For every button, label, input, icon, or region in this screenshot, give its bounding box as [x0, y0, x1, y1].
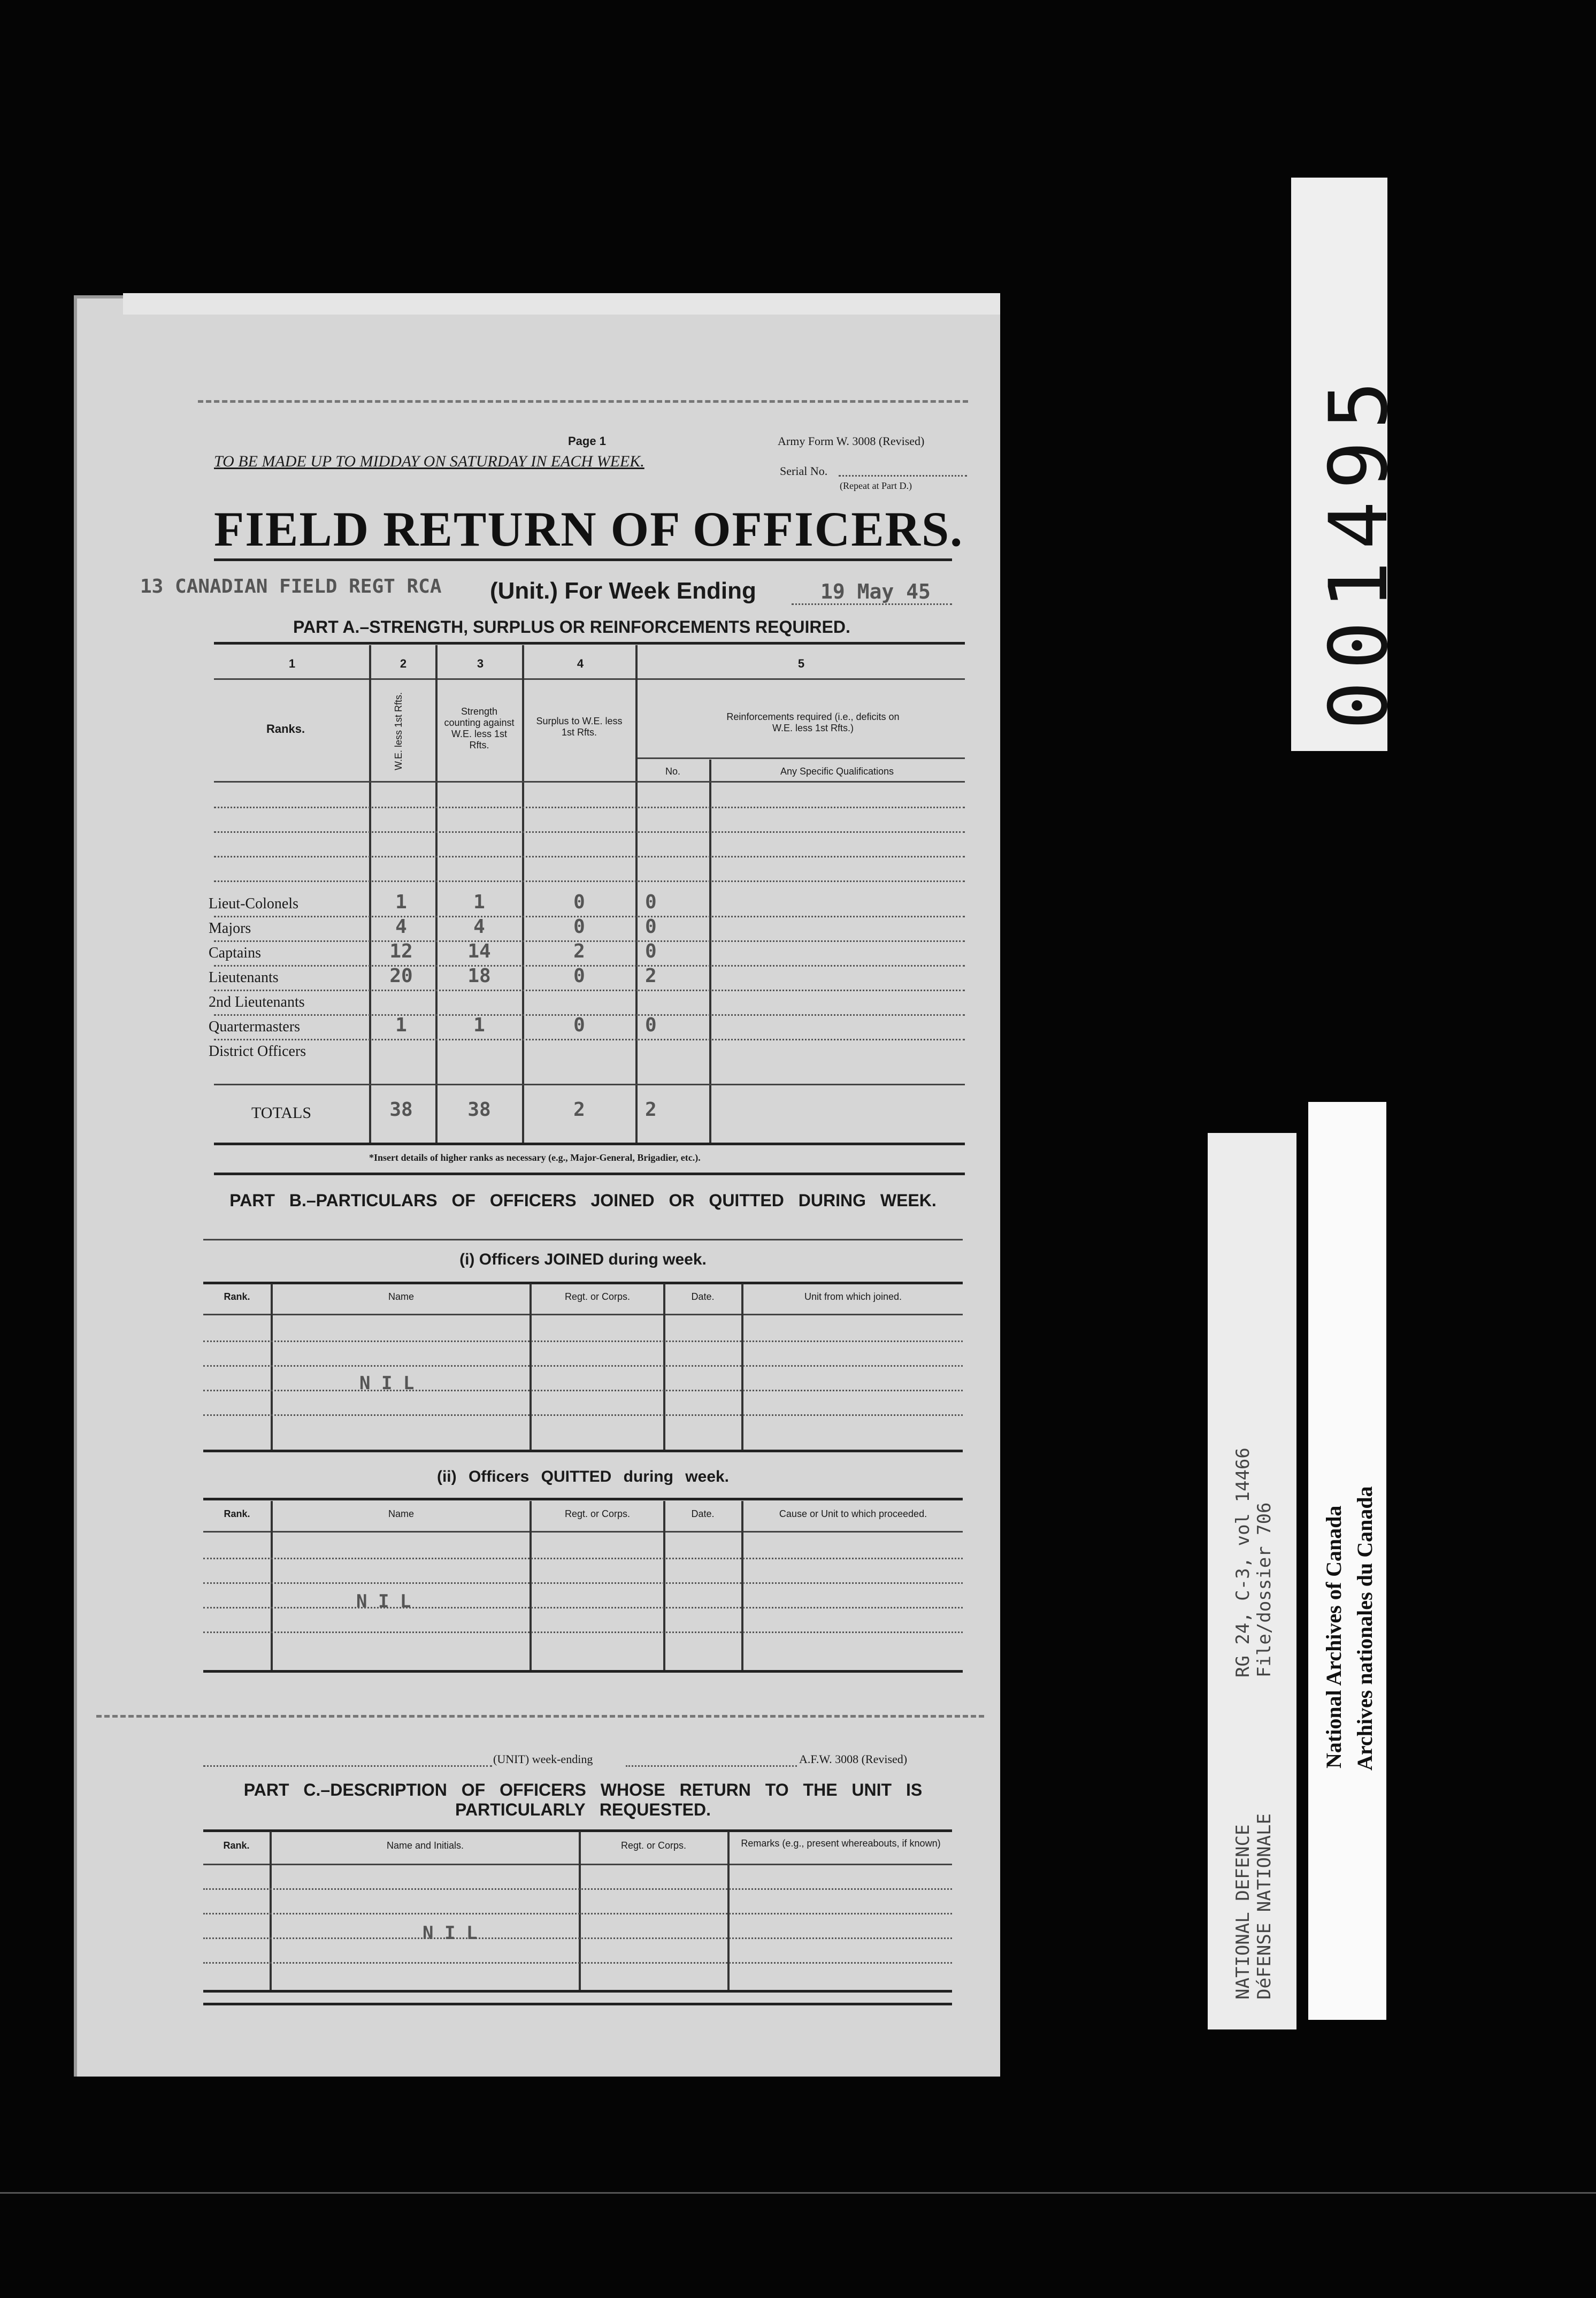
archive-dept-line-1: NATIONAL DEFENCE	[1232, 1824, 1254, 2000]
blank-row-3	[214, 856, 965, 857]
joined-header-rule	[203, 1314, 963, 1315]
totals-bottom-rule	[214, 1143, 965, 1145]
part-a-header-rule	[214, 781, 965, 783]
we-value: 20	[389, 965, 413, 987]
joined-col-name: Name	[388, 1291, 414, 1302]
col-number-5: 5	[797, 657, 805, 670]
we-value: 4	[395, 916, 407, 938]
quitted-col-rank: Rank.	[224, 1508, 250, 1519]
part-c-week-line: (UNIT) week-ending	[493, 1752, 593, 1766]
col4-header: Surplus to W.E. less 1st Rfts.	[536, 716, 623, 738]
reinf-value: 0	[645, 916, 657, 938]
part-a-end-rule	[214, 1173, 965, 1175]
reinf-value: 0	[645, 1014, 657, 1036]
strength-value: 1	[473, 1014, 485, 1036]
rank-label: District Officers	[209, 1043, 306, 1060]
reinf-value: 0	[645, 891, 657, 913]
part-b-rule	[203, 1239, 963, 1240]
archive-name-fr: Archives nationales du Canada	[1353, 1486, 1377, 1771]
rank-label: Lieut-Colonels	[209, 895, 298, 912]
surplus-value: 0	[573, 891, 585, 913]
repeat-note: (Repeat at Part D.)	[840, 480, 912, 491]
part-c-row-1	[203, 1888, 952, 1890]
archive-reference-label	[1208, 1133, 1296, 2029]
week-ending-value: 19 May 45	[820, 580, 931, 603]
joined-top-rule	[203, 1282, 963, 1284]
unit-typed: 13 CANADIAN FIELD REGT RCA	[140, 576, 442, 598]
col3-header: Strength counting against W.E. less 1st Rfts.	[444, 706, 515, 750]
quitted-divider-4	[741, 1501, 743, 1672]
row-line	[214, 990, 965, 991]
surplus-value: 2	[573, 940, 585, 962]
quitted-divider-1	[271, 1501, 273, 1672]
strength-value: 18	[467, 965, 491, 987]
army-form-label: Army Form W. 3008 (Revised)	[778, 434, 925, 448]
part-c-header-rule	[203, 1864, 952, 1865]
perforation-line	[198, 400, 968, 403]
rank-label: Majors	[209, 920, 251, 937]
total-surplus: 2	[573, 1099, 585, 1121]
surplus-value: 0	[573, 965, 585, 987]
part-a-col-divider-4	[635, 645, 638, 1144]
quitted-col-cause: Cause or Unit to which proceeded.	[779, 1508, 927, 1519]
part-a-col-divider-5	[709, 760, 711, 1144]
part-c-end-rule	[203, 2003, 952, 2005]
form-title: FIELD RETURN OF OFFICERS.	[214, 502, 964, 556]
quitted-bottom-rule	[203, 1670, 963, 1673]
blank-row-4	[214, 880, 965, 882]
joined-col-unit: Unit from which joined.	[804, 1291, 902, 1302]
joined-col-regt: Regt. or Corps.	[564, 1291, 631, 1302]
archive-reference-line-2: File/dossier 706	[1254, 1502, 1275, 1677]
col2-header: W.E. less 1st Rfts.	[393, 692, 404, 770]
part-a-number-rule	[214, 678, 965, 680]
part-c-col-remarks: Remarks (e.g., present whereabouts, if known)	[741, 1838, 941, 1849]
part-c-date-line	[626, 1765, 797, 1767]
part-c-form-ref: A.F.W. 3008 (Revised)	[799, 1752, 908, 1766]
rank-label: Lieutenants	[209, 969, 279, 986]
part-b-heading: PART B.–PARTICULARS OF OFFICERS JOINED OR QUITTED DURING WEEK.	[229, 1191, 937, 1210]
total-strength: 38	[467, 1099, 491, 1121]
archive-stamp-number	[1291, 178, 1406, 751]
part-c-row-3	[203, 1937, 952, 1939]
quitted-row-3	[203, 1607, 963, 1608]
we-value: 1	[395, 891, 407, 913]
part-c-unit-line	[203, 1765, 492, 1767]
part-c-col-rank: Rank.	[223, 1840, 250, 1851]
quitted-row-4	[203, 1631, 963, 1633]
joined-row-4	[203, 1414, 963, 1416]
col5-qual-header: Any Specific Qualifications	[780, 766, 894, 777]
we-value: 12	[389, 940, 413, 962]
reinf-value: 0	[645, 940, 657, 962]
we-value: 1	[395, 1014, 407, 1036]
part-c-row-4	[203, 1962, 952, 1964]
archive-reference-line-1: RG 24, C-3, vol 14466	[1232, 1447, 1254, 1677]
serial-no-label: Serial No.	[780, 464, 828, 478]
col-ranks-header: Ranks.	[266, 722, 305, 736]
rank-label: 2nd Lieutenants	[209, 994, 305, 1010]
totals-top-rule	[214, 1084, 965, 1085]
stamp-number-text: 001495	[1313, 369, 1406, 730]
quitted-col-name: Name	[388, 1508, 414, 1519]
joined-col-date: Date.	[691, 1291, 715, 1302]
joined-entry: N I L	[359, 1373, 415, 1394]
part-c-top-rule	[203, 1829, 952, 1832]
joined-divider-1	[271, 1284, 273, 1450]
archive-dept-line-2: DéFENSE NATIONALE	[1254, 1813, 1275, 2000]
part-c-col-regt: Regt. or Corps.	[620, 1840, 687, 1851]
joined-row-2	[203, 1365, 963, 1367]
part-c-row-2	[203, 1913, 952, 1914]
quitted-col-regt: Regt. or Corps.	[564, 1508, 631, 1519]
part-c-divider-3	[727, 1832, 730, 1992]
paper-top-edge	[123, 293, 1000, 315]
row-line	[214, 1039, 965, 1040]
scanner-edge-line	[0, 2192, 1596, 2194]
col-number-2: 2	[400, 657, 407, 670]
quitted-row-1	[203, 1558, 963, 1559]
rank-label: Quartermasters	[209, 1018, 301, 1035]
archive-name-en: National Archives of Canada	[1322, 1505, 1346, 1768]
part-a-top-rule	[214, 642, 965, 645]
part-a-heading: PART A.–STRENGTH, SURPLUS OR REINFORCEMENTS REQUIRED.	[293, 617, 850, 637]
blank-row-1	[214, 807, 965, 808]
col5-header: Reinforcements required (i.e., deficits on W.E. less 1st Rfts.)	[726, 711, 900, 733]
serial-no-line	[839, 475, 967, 477]
part-c-col-name: Name and Initials.	[386, 1840, 464, 1851]
page-label: Page 1	[568, 434, 606, 448]
col-number-3: 3	[477, 657, 484, 670]
surplus-value: 0	[573, 916, 585, 938]
quitted-divider-3	[663, 1501, 665, 1672]
quitted-heading: (ii) Officers QUITTED during week.	[436, 1468, 730, 1485]
quitted-divider-2	[530, 1501, 532, 1672]
total-reinf: 2	[645, 1099, 657, 1121]
col-number-4: 4	[577, 657, 584, 670]
joined-col-rank: Rank.	[224, 1291, 250, 1302]
rank-label: Captains	[209, 945, 261, 961]
unit-label: (Unit.) For Week Ending	[490, 578, 756, 604]
joined-row-1	[203, 1340, 963, 1342]
blank-row-2	[214, 831, 965, 833]
joined-divider-2	[530, 1284, 532, 1450]
part-c-divider-2	[579, 1832, 581, 1992]
part-c-bottom-rule	[203, 1990, 952, 1993]
joined-divider-3	[663, 1284, 665, 1450]
quitted-top-rule	[203, 1498, 963, 1500]
strength-value: 14	[467, 940, 491, 962]
part-c-entry: N I L	[423, 1922, 478, 1944]
tear-line	[96, 1715, 984, 1718]
footnote: *Insert details of higher ranks as necessary (e.g., Major-General, Brigadier, etc.).	[369, 1152, 701, 1163]
instruction-text: TO BE MADE UP TO MIDDAY ON SATURDAY IN EACH WEEK.	[214, 453, 644, 470]
strength-value: 4	[473, 916, 485, 938]
surplus-value: 0	[573, 1014, 585, 1036]
joined-heading: (i) Officers JOINED during week.	[459, 1251, 707, 1268]
joined-bottom-rule	[203, 1450, 963, 1452]
joined-row-3	[203, 1390, 963, 1391]
total-we: 38	[389, 1099, 413, 1121]
totals-label: TOTALS	[251, 1104, 312, 1122]
reinf-value: 2	[645, 965, 657, 987]
archive-name-label	[1308, 1102, 1386, 2020]
part-c-heading: PART C.–DESCRIPTION OF OFFICERS WHOSE RETURN TO THE UNIT IS PARTICULARLY REQUESTED.	[243, 1780, 923, 1819]
col-number-1: 1	[288, 657, 296, 670]
week-ending-line	[792, 603, 952, 605]
part-c-divider-1	[270, 1832, 272, 1992]
joined-divider-4	[741, 1284, 743, 1450]
title-rule	[214, 558, 952, 561]
quitted-row-2	[203, 1582, 963, 1584]
strength-value: 1	[473, 891, 485, 913]
quitted-col-date: Date.	[691, 1508, 715, 1519]
quitted-header-rule	[203, 1531, 963, 1533]
col5-subrule	[638, 757, 965, 759]
quitted-entry: N I L	[356, 1591, 411, 1612]
col5-no-header: No.	[665, 766, 680, 777]
